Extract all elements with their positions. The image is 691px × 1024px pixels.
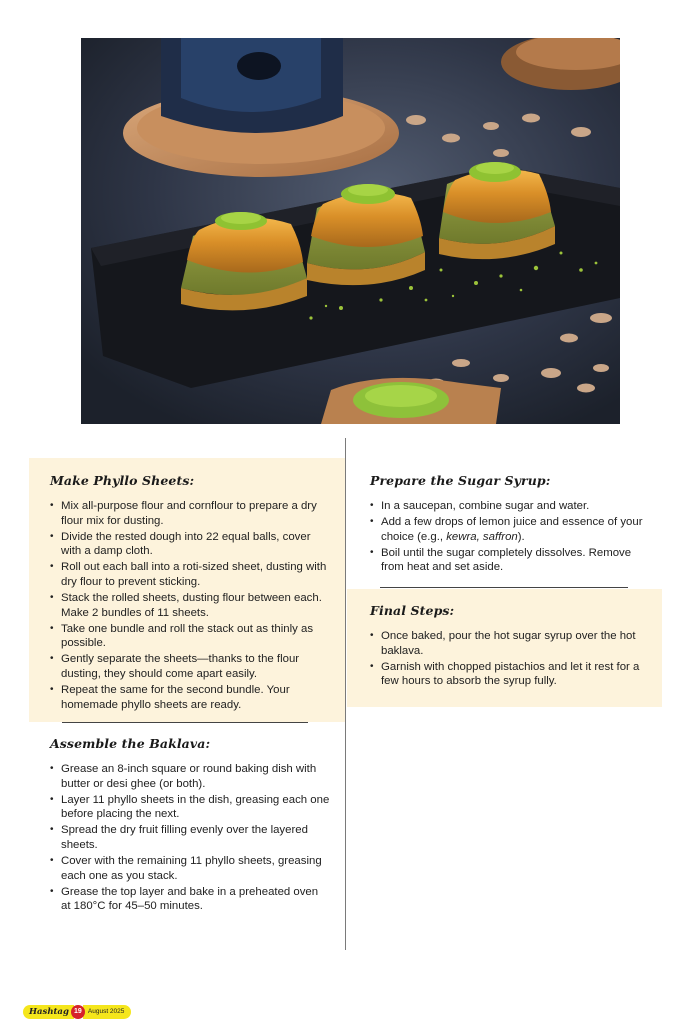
- section-title: Assemble the Baklava:: [50, 736, 211, 751]
- list-item-emphasis: kewra, saffron: [446, 530, 518, 543]
- step-list: [50, 762, 330, 914]
- list-item: • Divide the rested dough into 22 equal balls, cover with a damp cloth.: [50, 530, 330, 559]
- column-divider: [345, 438, 346, 950]
- baklava-illustration: [81, 38, 620, 424]
- list-item: • Cover with the remaining 11 phyllo sheets, greasing each one as you stack.: [50, 854, 330, 883]
- list-item: • In a saucepan, combine sugar and water.: [370, 499, 650, 514]
- list-item: • Layer 11 phyllo sheets in the dish, greasing each one before placing the next.: [50, 793, 330, 822]
- list-item-text: Add a few drops of lemon juice and essence of your choice (e.g.,: [381, 516, 643, 543]
- page-number-badge: 19: [71, 1005, 85, 1019]
- section-title: Make Phyllo Sheets:: [50, 473, 195, 488]
- section-title: Final Steps:: [370, 603, 455, 618]
- section-final-steps: [370, 603, 650, 690]
- section-assemble-baklava: [50, 736, 330, 915]
- list-item: • Grease an 8-inch square or round baking dish with butter or desi ghee (or both).: [50, 762, 330, 791]
- list-item: • Once baked, pour the hot sugar syrup over the hot baklava.: [370, 629, 650, 658]
- list-item: • Boil until the sugar completely dissolves. Remove from heat and set aside.: [370, 546, 650, 575]
- magazine-brand: Hashtag: [23, 1005, 74, 1019]
- list-item: • Mix all-purpose flour and cornflour to prepare a dry flour mix for dusting.: [50, 499, 330, 528]
- section-title: Prepare the Sugar Syrup:: [370, 473, 551, 488]
- list-item: • Grease the top layer and bake in a preheated oven at 180°C for 45–50 minutes.: [50, 885, 330, 914]
- list-item: • Garnish with chopped pistachios and let it rest for a few hours to absorb the syrup fully.: [370, 660, 650, 689]
- hero-photo: [81, 38, 620, 424]
- page-footer: [23, 1005, 131, 1019]
- step-list: [370, 629, 650, 689]
- list-item-text: ).: [517, 530, 525, 543]
- section-sugar-syrup: [370, 473, 650, 577]
- list-item: • Stack the rolled sheets, dusting flour between each. Make 2 bundles of 11 sheets.: [50, 591, 330, 620]
- section-separator-left: [62, 722, 308, 723]
- list-item: • Repeat the same for the second bundle. Your homemade phyllo sheets are ready.: [50, 683, 330, 712]
- step-list: [50, 499, 330, 712]
- list-item: • Gently separate the sheets—thanks to the flour dusting, they should come apart easily.: [50, 652, 330, 681]
- section-make-phyllo: [50, 473, 330, 714]
- list-item: • Roll out each ball into a roti-sized sheet, dusting with dry flour to prevent sticking.: [50, 560, 330, 589]
- step-list: [370, 499, 650, 575]
- section-separator-right: [380, 587, 628, 588]
- list-item: • Spread the dry fruit filling evenly over the layered sheets.: [50, 823, 330, 852]
- issue-date: August 2025: [83, 1005, 132, 1019]
- list-item: • Take one bundle and roll the stack out as thinly as possible.: [50, 622, 330, 651]
- list-item: [370, 515, 650, 544]
